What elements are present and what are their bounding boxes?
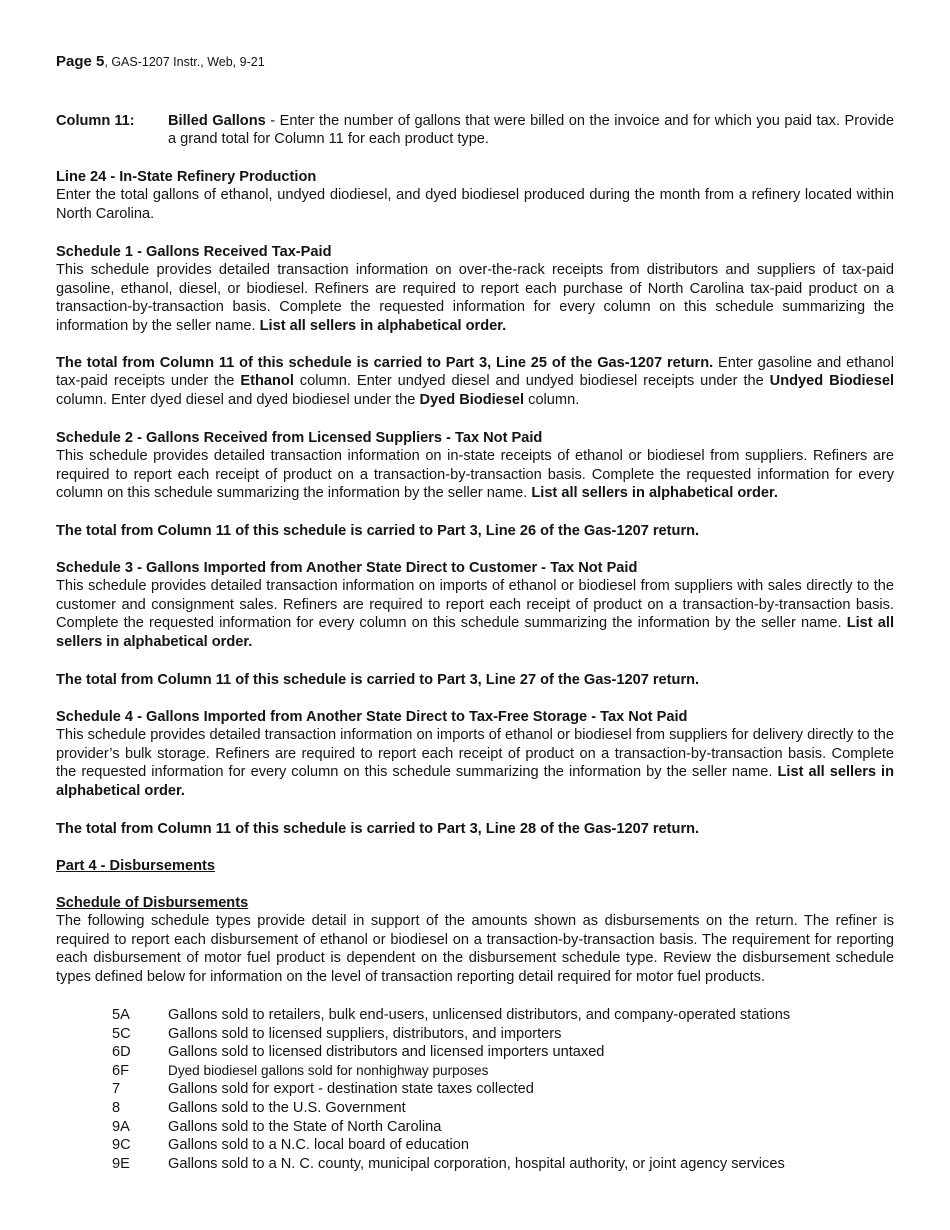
schedule-type-description: Gallons sold to a N. C. county, municipal corporation, hospital authority, or joint agency services — [168, 1155, 785, 1172]
part-4-heading-block — [56, 857, 894, 875]
disbursements-heading: Schedule of Disbursements — [56, 895, 249, 911]
schedule-type-description: Gallons sold to retailers, bulk end-users, unlicensed distributors, and company-operated stations — [168, 1007, 791, 1023]
schedule-type-code: 9E — [112, 1155, 130, 1172]
page-header — [56, 53, 265, 70]
list-item — [112, 1006, 894, 1025]
list-item — [112, 1025, 894, 1044]
schedule-1-body: This schedule provides detailed transaction information on over-the-rack receipts from distributors and suppliers of tax-paid gasoline, ethanol, diesel, or biodiesel. Refiners are required to report each purchase of North Carolina tax-paid product on a transaction-by-transaction basis. Complete the requested information for every column on this schedule summarizing the information by the seller name. List all sellers in alphabetical order. — [56, 262, 894, 334]
list-item — [112, 1118, 894, 1137]
schedule-of-disbursements — [56, 894, 894, 986]
schedule-type-code: 6D — [112, 1044, 131, 1061]
list-item — [112, 1136, 894, 1155]
schedule-type-code: 7 — [112, 1081, 121, 1098]
schedule-3-body: This schedule provides detailed transaction information on imports of ethanol or biodiesel from suppliers with sales directly to the customer and consignment sales. Refiners are required to report each receipt of product on a transaction-by-transaction basis. Complete the requested information for every column on this schedule summarizing the information by the seller name. List all sellers in alphabetical order. — [56, 578, 894, 650]
schedule-4-section — [56, 708, 894, 800]
schedule-3-total: The total from Column 11 of this schedule is carried to Part 3, Line 27 of the Gas-1207 return. — [56, 672, 700, 688]
schedule-4-body: This schedule provides detailed transaction information on imports of ethanol or biodiesel from suppliers for delivery directly to the provider’s bulk storage. Refiners are required to report each receipt of product on a transaction-by-transaction basis. Complete the requested information for every column on this schedule summarizing the information by the seller name. List all sellers in alphabetical order. — [56, 727, 894, 799]
schedule-type-code: 6F — [112, 1062, 130, 1079]
schedule-2-section — [56, 429, 894, 503]
column-11-label: Column 11: — [56, 113, 135, 129]
line-24-section — [56, 168, 894, 223]
schedule-2-heading: Schedule 2 - Gallons Received from Licensed Suppliers - Tax Not Paid — [56, 430, 543, 446]
schedule-2-total: The total from Column 11 of this schedule is carried to Part 3, Line 26 of the Gas-1207 return. — [56, 523, 700, 539]
form-identifier: , GAS-1207 Instr., Web, 9-21 — [104, 55, 265, 69]
list-item — [112, 1099, 894, 1118]
column-11-section — [56, 112, 894, 149]
schedule-type-code: 8 — [112, 1099, 121, 1116]
list-item — [112, 1155, 894, 1174]
schedule-type-code: 9A — [112, 1118, 130, 1135]
schedule-type-code: 5A — [112, 1007, 130, 1023]
list-item — [112, 1080, 894, 1099]
line-24-body: Enter the total gallons of ethanol, undyed diodiesel, and dyed biodiesel produced during the month from a refinery located within North Carolina. — [56, 187, 894, 222]
list-item — [112, 1062, 894, 1081]
list-item — [112, 1043, 894, 1062]
schedule-4-total: The total from Column 11 of this schedule is carried to Part 3, Line 28 of the Gas-1207 return. — [56, 821, 700, 837]
schedule-type-description: Dyed biodiesel gallons sold for nonhighway purposes — [168, 1062, 489, 1078]
page-number: Page 5 — [56, 53, 105, 70]
schedule-4-heading: Schedule 4 - Gallons Imported from Another State Direct to Tax-Free Storage - Tax Not Paid — [56, 709, 688, 725]
schedule-type-code: 9C — [112, 1137, 131, 1154]
schedule-type-description: Gallons sold to the State of North Carolina — [168, 1118, 442, 1135]
schedule-3-section — [56, 559, 894, 651]
schedule-1-section — [56, 243, 894, 335]
disbursements-body: The following schedule types provide detail in support of the amounts shown as disbursements on the return. The refiner is required to report each disbursement of ethanol or biodiesel on a transaction-by-transaction basis. The requirement for reporting each disbursement of motor fuel product is dependent on the disbursement schedule type. Review the disbursement schedule types defined below for information on the level of transaction reporting detail required for motor fuel products. — [56, 913, 894, 985]
schedule-3-heading: Schedule 3 - Gallons Imported from Another State Direct to Customer - Tax Not Paid — [56, 560, 638, 576]
schedule-types-list — [112, 1006, 894, 1173]
billed-gallons-term: Billed Gallons — [168, 113, 266, 129]
schedule-type-description: Gallons sold to a N.C. local board of education — [168, 1137, 469, 1154]
schedule-1-total: The total from Column 11 of this schedule is carried to Part 3, Line 25 of the Gas-1207 return. Enter gasoline and ethanol tax-paid receipts under the Ethanol column. Enter undyed diesel and undyed biodiesel receipts under the Undyed Biodiesel column. Enter dyed diesel and dyed biodiesel under the Dyed Biodiesel column. — [56, 355, 894, 408]
schedule-type-description: Gallons sold to the U.S. Government — [168, 1099, 406, 1116]
schedule-2-body: This schedule provides detailed transaction information on in-state receipts of ethanol or biodiesel from suppliers. Refiners are required to report each receipt of product on a transaction-by-transaction basis. Complete the requested information for every column on this schedule summarizing the information by the seller name. List all sellers in alphabetical order. — [56, 448, 894, 502]
schedule-1-heading: Schedule 1 - Gallons Received Tax-Paid — [56, 244, 332, 260]
schedule-type-description: Gallons sold to licensed suppliers, distributors, and importers — [168, 1025, 562, 1042]
schedule-type-code: 5C — [112, 1025, 131, 1042]
schedule-type-description: Gallons sold to licensed distributors and licensed importers untaxed — [168, 1044, 605, 1061]
column-11-text: Billed Gallons - Enter the number of gallons that were billed on the invoice and for which you paid tax. Provide a grand total for Column 11 for each product type. — [168, 113, 895, 148]
part-4-heading: Part 4 - Disbursements — [56, 858, 215, 874]
line-24-heading: Line 24 - In-State Refinery Production — [56, 169, 317, 185]
schedule-type-description: Gallons sold for export - destination state taxes collected — [168, 1081, 534, 1098]
